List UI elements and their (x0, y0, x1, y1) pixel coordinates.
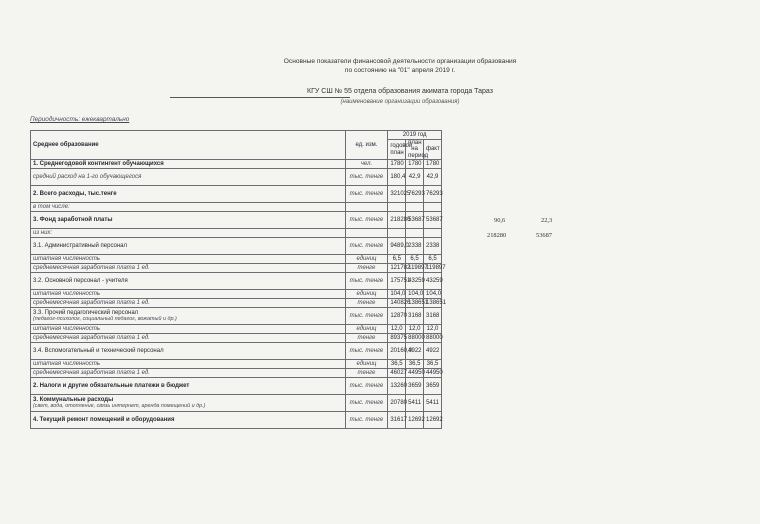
row-label: 3. Коммунальные расходы (33, 396, 114, 403)
row-label: штатная численность (33, 290, 101, 297)
row-unit: единиц (345, 255, 388, 264)
table-row (31, 229, 442, 238)
row-annual-value: 121782 (388, 264, 406, 273)
row-label: в том числе: (33, 203, 70, 210)
header-annual-plan: годовой план (388, 140, 406, 160)
row-label: 3. Фонд заработной платы (33, 216, 113, 223)
row-fact-value: 76293 (424, 186, 442, 203)
row-label: 2. Всего расходы, тыс.тенге (33, 190, 117, 197)
row-unit: единиц (345, 290, 388, 299)
header-period-plan: план на период (406, 140, 424, 160)
row-plan-value: 12,0 (406, 325, 424, 334)
row-plan-value: 2338 (406, 238, 424, 255)
table-row (31, 299, 442, 308)
row-fact-value: 119897 (424, 264, 442, 273)
row-unit: чел. (345, 160, 388, 169)
row-label-cell (31, 290, 346, 299)
row-label-cell (31, 160, 346, 169)
row-label: 4. Текущий ремонт помещений и оборудования (33, 416, 175, 423)
row-label-cell (31, 212, 346, 229)
row-plan-value: 3659 (406, 378, 424, 395)
row-unit: тыс. тенге (345, 343, 388, 360)
row-fact-value: 44950 (424, 369, 442, 378)
table-body (31, 131, 447, 429)
row-annual-value: 12,0 (388, 325, 406, 334)
table-row (31, 378, 442, 395)
row-plan-value: 43259 (406, 273, 424, 290)
row-annual-value: 104,0 (388, 290, 406, 299)
row-label: 3.3. Прочий педагогический персонал (33, 309, 139, 316)
row-plan-value: 4922 (406, 343, 424, 360)
row-fact-value: 5411 (424, 395, 442, 412)
header-fact: факт (424, 140, 442, 160)
table-row (31, 343, 442, 360)
table-row (31, 412, 442, 429)
row-label: среднемесячная заработная плата 1 ед. (33, 264, 150, 271)
row-label: среднемесячная заработная плата 1 ед. (33, 369, 150, 376)
row-fact-value: 3168 (424, 308, 442, 325)
side-note-value: 22,3 (541, 217, 553, 224)
row-annual-value: 89375 (388, 334, 406, 343)
row-fact-value: 12,0 (424, 325, 442, 334)
row-annual-value: 1780 (388, 160, 406, 169)
side-note-value: 90,6 (494, 217, 506, 224)
table-row (31, 369, 442, 378)
table-row (31, 203, 442, 212)
row-unit: тыс. тенге (345, 169, 388, 186)
table-row (31, 264, 442, 273)
table-row (31, 395, 442, 412)
row-fact-value: 6,5 (424, 255, 442, 264)
organization-caption: (наименование организации образования) (340, 99, 460, 105)
row-annual-value: 12870 (388, 308, 406, 325)
row-fact-value: 1780 (424, 160, 442, 169)
row-annual-value (388, 203, 406, 212)
row-annual-value: 13260 (388, 378, 406, 395)
row-label: 1. Среднегодовой контингент обучающихся (33, 160, 164, 167)
row-annual-value: 9489,0 (388, 238, 406, 255)
organization-underline (170, 97, 350, 98)
row-annual-value: 140826 (388, 299, 406, 308)
row-annual-value: 321025 (388, 186, 406, 203)
table-row (31, 360, 442, 369)
row-fact-value: 3659 (424, 378, 442, 395)
row-unit (345, 203, 388, 212)
side-note-value: 53687 (536, 232, 552, 239)
header-unit: ед. изм. (345, 131, 388, 160)
row-annual-value: 36,5 (388, 360, 406, 369)
row-annual-value (388, 229, 406, 238)
header-year: 2019 год (388, 131, 442, 140)
row-fact-value: 42,9 (424, 169, 442, 186)
row-plan-value: 42,9 (406, 169, 424, 186)
row-plan-value: 12692 (406, 412, 424, 429)
row-annual-value: 46027 (388, 369, 406, 378)
row-plan-value: 5411 (406, 395, 424, 412)
row-plan-value: 53687 (406, 212, 424, 229)
row-plan-value: 44950 (406, 369, 424, 378)
row-label-cell (31, 308, 346, 325)
row-label-cell (31, 238, 346, 255)
row-label: 3.1. Административный персонал (33, 242, 128, 249)
row-plan-value: 104,0 (406, 290, 424, 299)
row-label: среднемесячная заработная плата 1 ед. (33, 299, 150, 306)
row-label-cell (31, 343, 346, 360)
row-sublabel: (свет, вода, отопление, связь интернет, аренда помещений и др.) (33, 403, 206, 410)
row-label-cell (31, 229, 346, 238)
table-row (31, 255, 442, 264)
row-label-cell (31, 325, 346, 334)
organization-name: КГУ СШ № 55 отдела образования акимата города Тараз (307, 88, 493, 95)
row-label-cell (31, 203, 346, 212)
row-fact-value: 12692 (424, 412, 442, 429)
table-header-row-1 (31, 131, 442, 140)
row-fact-value: 2338 (424, 238, 442, 255)
row-plan-value: 1780 (406, 160, 424, 169)
row-fact-value (424, 203, 442, 212)
row-plan-value: 138651 (406, 299, 424, 308)
row-annual-value: 180,4 (388, 169, 406, 186)
row-unit: тыс. тенге (345, 308, 388, 325)
row-fact-value: 36,5 (424, 360, 442, 369)
row-label-cell (31, 299, 346, 308)
table-row (31, 290, 442, 299)
row-fact-value: 53687 (424, 212, 442, 229)
row-label: средний расход на 1-го обучающегося (33, 173, 142, 180)
row-label: из них: (33, 229, 53, 236)
header-section: Среднее образование (31, 131, 346, 160)
row-unit: тыс. тенге (345, 395, 388, 412)
table-row (31, 273, 442, 290)
report-date: по состоянию на "01" апреля 2019 г. (344, 67, 456, 74)
row-unit: единиц (345, 360, 388, 369)
row-label: 3.4. Вспомогательный и технический персонал (33, 347, 164, 354)
row-fact-value: 138651 (424, 299, 442, 308)
row-label: штатная численность (33, 360, 101, 367)
row-plan-value: 119897 (406, 264, 424, 273)
row-fact-value: 4922 (424, 343, 442, 360)
row-unit: тенге (345, 369, 388, 378)
row-label: 2. Налоги и другие обязательные платежи в бюджет (33, 382, 190, 389)
financial-table (30, 130, 447, 429)
row-unit: тыс. тенге (345, 238, 388, 255)
row-plan-value: 76293 (406, 186, 424, 203)
row-label-cell (31, 186, 346, 203)
row-label-cell (31, 395, 346, 412)
side-note-value: 218280 (487, 232, 507, 239)
row-fact-value: 88000 (424, 334, 442, 343)
row-plan-value: 3168 (406, 308, 424, 325)
row-label: штатная численность (33, 325, 101, 332)
row-label-cell (31, 412, 346, 429)
row-plan-value: 88000 (406, 334, 424, 343)
table-row (31, 169, 442, 186)
row-unit: тыс. тенге (345, 412, 388, 429)
row-label: среднемесячная заработная плата 1 ед. (33, 334, 150, 341)
row-annual-value: 175751 (388, 273, 406, 290)
row-label-cell (31, 273, 346, 290)
table-row (31, 186, 442, 203)
row-plan-value (406, 229, 424, 238)
report-title: Основные показатели финансовой деятельности организации образования (283, 58, 517, 65)
row-unit: тенге (345, 299, 388, 308)
row-unit: тыс. тенге (345, 273, 388, 290)
table-row (31, 325, 442, 334)
table-row (31, 238, 442, 255)
row-plan-value: 6,5 (406, 255, 424, 264)
row-plan-value (406, 203, 424, 212)
table-row (31, 308, 442, 325)
row-annual-value: 20160,0 (388, 343, 406, 360)
row-label-cell (31, 264, 346, 273)
row-unit: тыс. тенге (345, 378, 388, 395)
row-unit: тыс. тенге (345, 186, 388, 203)
periodicity-label: Периодичность: ежеквартально (30, 116, 130, 123)
row-label-cell (31, 255, 346, 264)
row-annual-value: 31617 (388, 412, 406, 429)
row-annual-value: 218280 (388, 212, 406, 229)
row-unit (345, 229, 388, 238)
row-fact-value: 104,0 (424, 290, 442, 299)
row-label-cell (31, 360, 346, 369)
row-label-cell (31, 169, 346, 186)
row-sublabel: (педагог-психолог, социальный педагог, вожатый и др.) (33, 316, 177, 323)
row-label-cell (31, 378, 346, 395)
row-unit: единиц (345, 325, 388, 334)
table-row (31, 334, 442, 343)
table-row (31, 160, 442, 169)
row-label-cell (31, 334, 346, 343)
row-label: штатная численность (33, 255, 101, 262)
table-row (31, 212, 442, 229)
row-unit: тенге (345, 264, 388, 273)
row-unit: тенге (345, 334, 388, 343)
row-fact-value: 43259 (424, 273, 442, 290)
row-label: 3.2. Основной персонал - учителя (33, 277, 128, 284)
row-annual-value: 6,5 (388, 255, 406, 264)
row-fact-value (424, 229, 442, 238)
row-label-cell (31, 369, 346, 378)
row-plan-value: 36,5 (406, 360, 424, 369)
row-unit: тыс. тенге (345, 212, 388, 229)
row-annual-value: 20780 (388, 395, 406, 412)
